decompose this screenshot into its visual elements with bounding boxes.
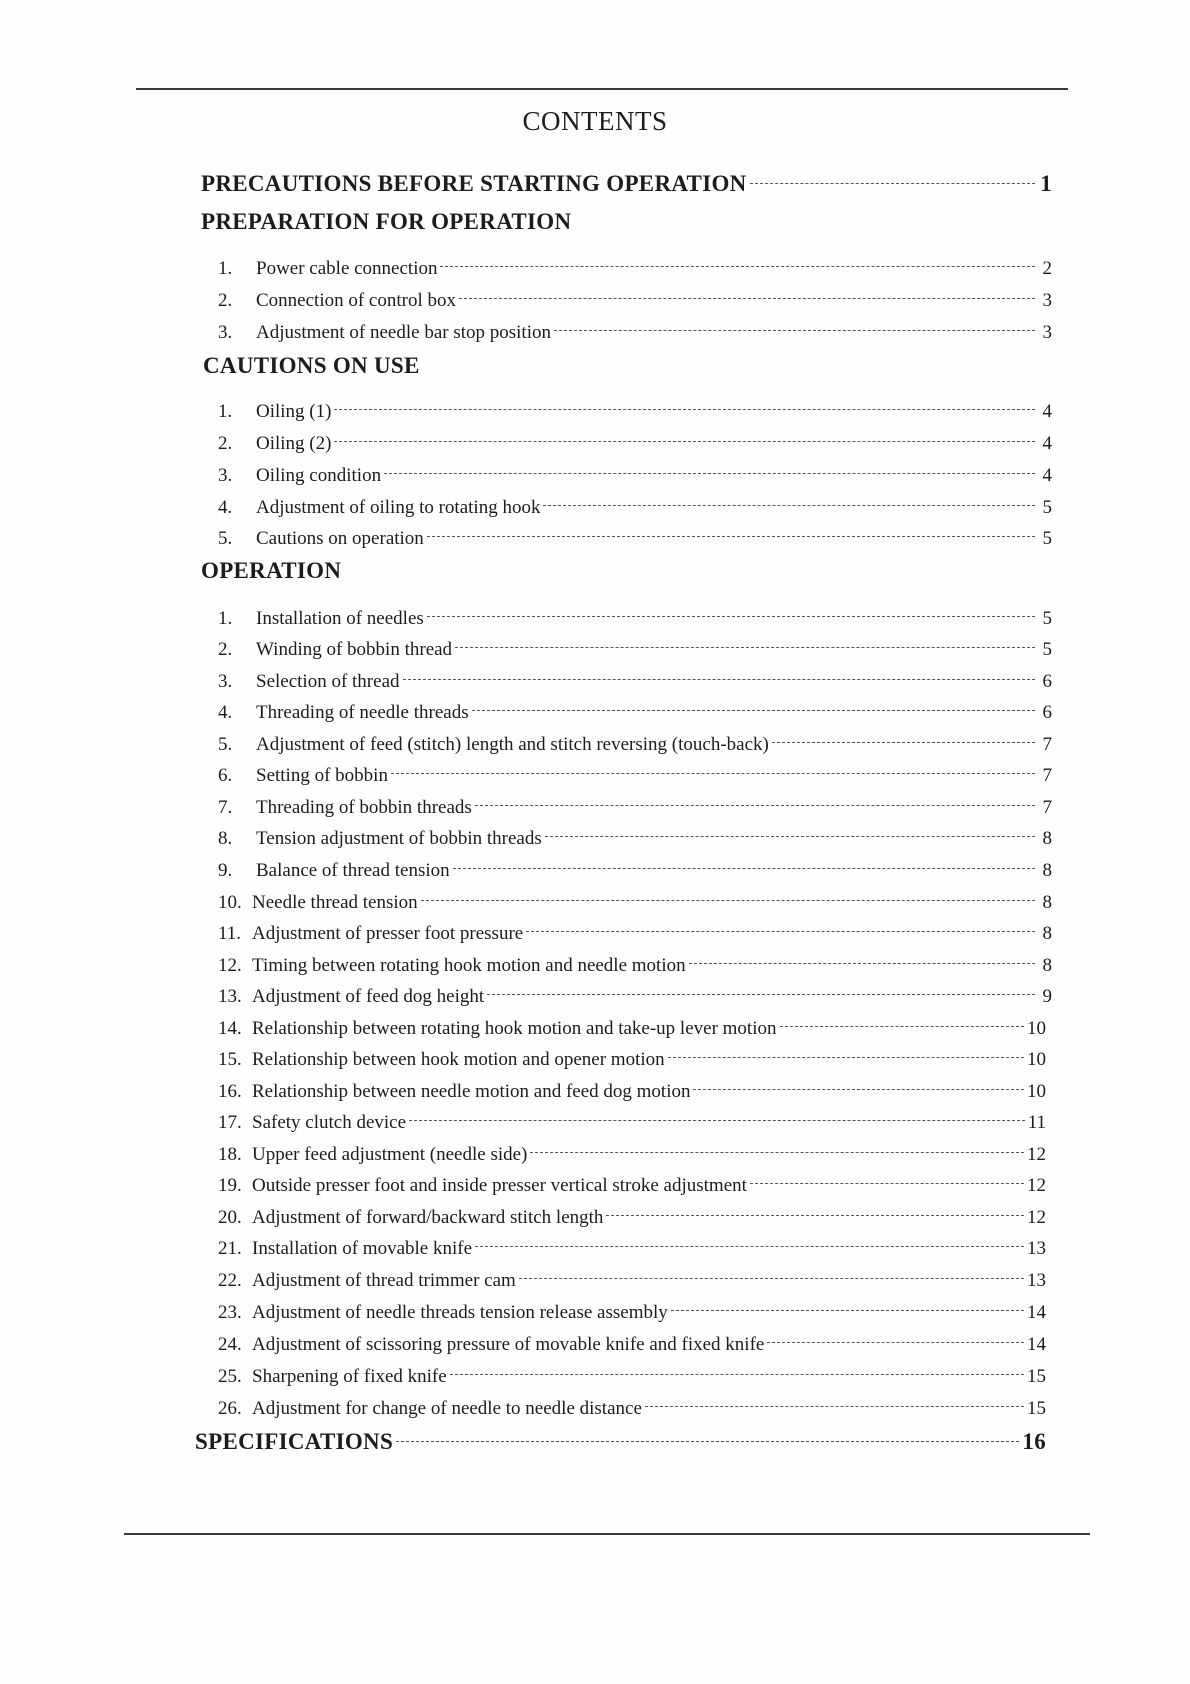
toc-entry — [218, 823, 1052, 855]
toc-entry-label: Installation of movable knife — [252, 1238, 473, 1259]
toc-page-number: 12 — [1027, 1207, 1046, 1228]
toc-section-heading — [195, 1426, 1046, 1458]
toc-page-number: 10 — [1027, 1018, 1046, 1039]
toc-entry — [218, 1076, 1046, 1108]
dot-leader — [391, 773, 1035, 774]
toc-page-number: 5 — [1042, 497, 1052, 518]
toc-entry-label: Outside presser foot and inside presser vertical stroke adjustment — [252, 1175, 747, 1196]
toc-entry-label: Relationship between hook motion and opener motion — [252, 1049, 665, 1070]
toc-entry-label: Sharpening of fixed knife — [252, 1366, 447, 1387]
toc-entry-number: 15. — [218, 1049, 242, 1070]
toc-entry-number: 2. — [218, 433, 233, 454]
dot-leader — [645, 1406, 1024, 1407]
toc-entry-number: 12. — [218, 955, 242, 976]
dot-leader — [543, 505, 1035, 506]
dot-leader — [450, 1374, 1024, 1375]
dot-leader — [689, 963, 1035, 964]
dot-leader — [427, 616, 1035, 617]
dot-leader — [780, 1026, 1025, 1027]
dot-leader — [530, 1152, 1024, 1153]
toc-entry — [218, 317, 1052, 349]
toc-entry-label: Needle thread tension — [252, 892, 418, 913]
toc-entry — [218, 428, 1052, 460]
toc-page-number: 12 — [1027, 1144, 1046, 1165]
toc-entry-number: 1. — [218, 608, 233, 629]
toc-entry-label: Threading of bobbin threads — [256, 797, 472, 818]
dot-leader — [453, 868, 1035, 869]
toc-entry-label: OPERATION — [201, 558, 342, 583]
toc-entry-label: SPECIFICATIONS — [195, 1429, 394, 1454]
dot-leader — [519, 1278, 1024, 1279]
dot-leader — [606, 1215, 1024, 1216]
toc-entry-number: 22. — [218, 1270, 242, 1291]
toc-page-number: 4 — [1042, 433, 1052, 454]
toc-entry — [218, 887, 1052, 919]
toc-page-number: 7 — [1042, 797, 1052, 818]
toc-entry — [218, 285, 1052, 317]
toc-entry-label: Adjustment of presser foot pressure — [252, 923, 524, 944]
toc-entry-number: 2. — [218, 639, 233, 660]
toc-entry-label: Adjustment of needle bar stop position — [256, 322, 551, 343]
toc-section-heading — [201, 555, 341, 587]
toc-entry — [218, 1233, 1046, 1265]
toc-page-number: 1 — [1040, 171, 1052, 196]
toc-entry-number: 3. — [218, 322, 233, 343]
bottom-rule — [124, 1533, 1090, 1535]
toc-page-number: 14 — [1027, 1302, 1046, 1323]
toc-entry-number: 3. — [218, 465, 233, 486]
toc-page-number: 16 — [1022, 1429, 1046, 1454]
toc-entry-number: 20. — [218, 1207, 242, 1228]
toc-entry-label: Adjustment of thread trimmer cam — [252, 1270, 516, 1291]
toc-page-number: 11 — [1027, 1112, 1046, 1133]
dot-leader — [409, 1120, 1025, 1121]
toc-entry-label: Adjustment of feed dog height — [252, 986, 485, 1007]
toc-entry-number: 13. — [218, 986, 242, 1007]
toc-entry — [218, 855, 1052, 887]
toc-entry-label: Upper feed adjustment (needle side) — [252, 1144, 528, 1165]
toc-entry-number: 5. — [218, 528, 233, 549]
toc-page-number: 5 — [1042, 639, 1052, 660]
dot-leader — [427, 536, 1035, 537]
toc-entry — [218, 1139, 1046, 1171]
dot-leader — [487, 994, 1035, 995]
toc-entry-number: 10. — [218, 892, 242, 913]
toc-entry — [218, 792, 1052, 824]
toc-entry-label: Power cable connection — [256, 258, 438, 279]
toc-entry-label: Oiling (2) — [256, 433, 332, 454]
toc-entry-label: Threading of needle threads — [256, 702, 469, 723]
dot-leader — [396, 1441, 1019, 1442]
toc-entry-label: Cautions on operation — [256, 528, 424, 549]
toc-entry-label: Selection of thread — [256, 671, 400, 692]
toc-entry — [218, 634, 1052, 666]
toc-page-number: 15 — [1027, 1366, 1046, 1387]
toc-entry-label: CAUTIONS ON USE — [203, 353, 420, 378]
toc-entry-label: Winding of bobbin thread — [256, 639, 453, 660]
toc-entry-number: 18. — [218, 1144, 242, 1165]
toc-page-number: 12 — [1027, 1175, 1046, 1196]
dot-leader — [455, 647, 1035, 648]
toc-entry — [218, 1044, 1046, 1076]
toc-entry-label: Adjustment of oiling to rotating hook — [256, 497, 541, 518]
toc-entry — [218, 1265, 1046, 1297]
toc-page-number: 10 — [1027, 1049, 1046, 1070]
toc-entry-label: Adjustment for change of needle to needle distance — [252, 1398, 642, 1419]
toc-entry — [218, 950, 1052, 982]
toc-section-heading — [201, 206, 571, 238]
toc-entry — [218, 396, 1052, 428]
dot-leader — [750, 1183, 1024, 1184]
toc-page-number: 6 — [1042, 702, 1052, 723]
dot-leader — [545, 836, 1035, 837]
toc-entry-number: 19. — [218, 1175, 242, 1196]
toc-entry — [218, 603, 1052, 635]
toc-entry-number: 9. — [218, 860, 233, 881]
toc-entry-number: 23. — [218, 1302, 242, 1323]
toc-entry-label: Balance of thread tension — [256, 860, 450, 881]
dot-leader — [767, 1342, 1024, 1343]
toc-entry-label: Installation of needles — [256, 608, 424, 629]
toc-entry-label: Connection of control box — [256, 290, 456, 311]
toc-page-number: 7 — [1042, 765, 1052, 786]
dot-leader — [750, 183, 1035, 184]
toc-entry-number: 21. — [218, 1238, 242, 1259]
toc-entry — [218, 460, 1052, 492]
toc-entry — [218, 1013, 1046, 1045]
toc-entry-label: Adjustment of forward/backward stitch length — [252, 1207, 604, 1228]
dot-leader — [440, 266, 1035, 267]
toc-entry-number: 6. — [218, 765, 233, 786]
toc-page-number: 9 — [1042, 986, 1052, 1007]
toc-page-number: 2 — [1042, 258, 1052, 279]
dot-leader — [334, 441, 1035, 442]
toc-entry — [218, 1107, 1046, 1139]
toc-section-heading — [203, 350, 420, 382]
dot-leader — [421, 900, 1035, 901]
toc-entry-label: Timing between rotating hook motion and needle motion — [252, 955, 686, 976]
toc-entry — [218, 666, 1052, 698]
toc-entry-label: PRECAUTIONS BEFORE STARTING OPERATION — [201, 171, 747, 196]
toc-entry-label: Adjustment of feed (stitch) length and stitch reversing (touch-back) — [256, 734, 769, 755]
dot-leader — [554, 330, 1035, 331]
toc-entry-number: 16. — [218, 1081, 242, 1102]
toc-entry-number: 5. — [218, 734, 233, 755]
toc-entry — [218, 523, 1052, 555]
toc-entry-number: 3. — [218, 671, 233, 692]
dot-leader — [459, 298, 1035, 299]
toc-entry — [218, 1202, 1046, 1234]
toc-page-number: 6 — [1042, 671, 1052, 692]
toc-entry-label: Oiling condition — [256, 465, 382, 486]
toc-entry-label: Tension adjustment of bobbin threads — [256, 828, 542, 849]
toc-page-number: 8 — [1042, 955, 1052, 976]
toc-entry — [218, 253, 1052, 285]
toc-entry — [218, 760, 1052, 792]
toc-entry-label: Adjustment of scissoring pressure of movable knife and fixed knife — [252, 1334, 765, 1355]
toc-entry-label: Relationship between rotating hook motion and take-up lever motion — [252, 1018, 777, 1039]
toc-page-number: 4 — [1042, 465, 1052, 486]
toc-entry-number: 24. — [218, 1334, 242, 1355]
toc-entry-label: Setting of bobbin — [256, 765, 388, 786]
toc-entry — [218, 1361, 1046, 1393]
toc-entry-number: 7. — [218, 797, 233, 818]
toc-entry-label: Adjustment of needle threads tension release assembly — [252, 1302, 668, 1323]
toc-entry — [218, 981, 1052, 1013]
dot-leader — [334, 409, 1035, 410]
toc-entry — [218, 918, 1052, 950]
dot-leader — [693, 1089, 1024, 1090]
toc-entry-number: 4. — [218, 497, 233, 518]
toc-entry-number: 14. — [218, 1018, 242, 1039]
toc-page-number: 8 — [1042, 860, 1052, 881]
toc-entry-label: Oiling (1) — [256, 401, 332, 422]
dot-leader — [403, 679, 1035, 680]
toc-entry-number: 1. — [218, 401, 233, 422]
toc-entry-number: 11. — [218, 923, 242, 944]
toc-entry-number: 8. — [218, 828, 233, 849]
dot-leader — [472, 710, 1035, 711]
toc-entry-number: 25. — [218, 1366, 242, 1387]
toc-page-number: 4 — [1042, 401, 1052, 422]
toc-page-number: 14 — [1027, 1334, 1046, 1355]
toc-page-number: 10 — [1027, 1081, 1046, 1102]
dot-leader — [526, 931, 1035, 932]
toc-page-number: 7 — [1042, 734, 1052, 755]
toc-entry-number: 17. — [218, 1112, 242, 1133]
toc-entry — [218, 1170, 1046, 1202]
toc-page-number: 13 — [1027, 1238, 1046, 1259]
toc-entry-number: 2. — [218, 290, 233, 311]
dot-leader — [671, 1310, 1024, 1311]
dot-leader — [384, 473, 1035, 474]
toc-entry — [218, 697, 1052, 729]
toc-page-number: 8 — [1042, 923, 1052, 944]
dot-leader — [475, 805, 1035, 806]
toc-entry-number: 4. — [218, 702, 233, 723]
toc-entry-label: Safety clutch device — [252, 1112, 407, 1133]
toc-entry — [218, 492, 1052, 524]
toc-entry — [218, 729, 1052, 761]
dot-leader — [668, 1057, 1024, 1058]
page-title: CONTENTS — [522, 106, 668, 136]
toc-page-number: 3 — [1042, 290, 1052, 311]
toc-section-heading — [201, 168, 1052, 200]
toc-page-number: 15 — [1027, 1398, 1046, 1419]
toc-entry — [218, 1297, 1046, 1329]
toc-page-number: 8 — [1042, 828, 1052, 849]
toc-entry — [218, 1329, 1046, 1361]
toc-entry-number: 26. — [218, 1398, 242, 1419]
toc-entry-number: 1. — [218, 258, 233, 279]
toc-entry-label: Relationship between needle motion and feed dog motion — [252, 1081, 691, 1102]
toc-page-number: 5 — [1042, 608, 1052, 629]
toc-page-number: 5 — [1042, 528, 1052, 549]
toc-entry-label: PREPARATION FOR OPERATION — [201, 209, 572, 234]
dot-leader — [772, 742, 1035, 743]
dot-leader — [475, 1246, 1024, 1247]
toc-entry — [218, 1393, 1046, 1425]
toc-page-number: 13 — [1027, 1270, 1046, 1291]
toc-page-number: 8 — [1042, 892, 1052, 913]
toc-page-number: 3 — [1042, 322, 1052, 343]
